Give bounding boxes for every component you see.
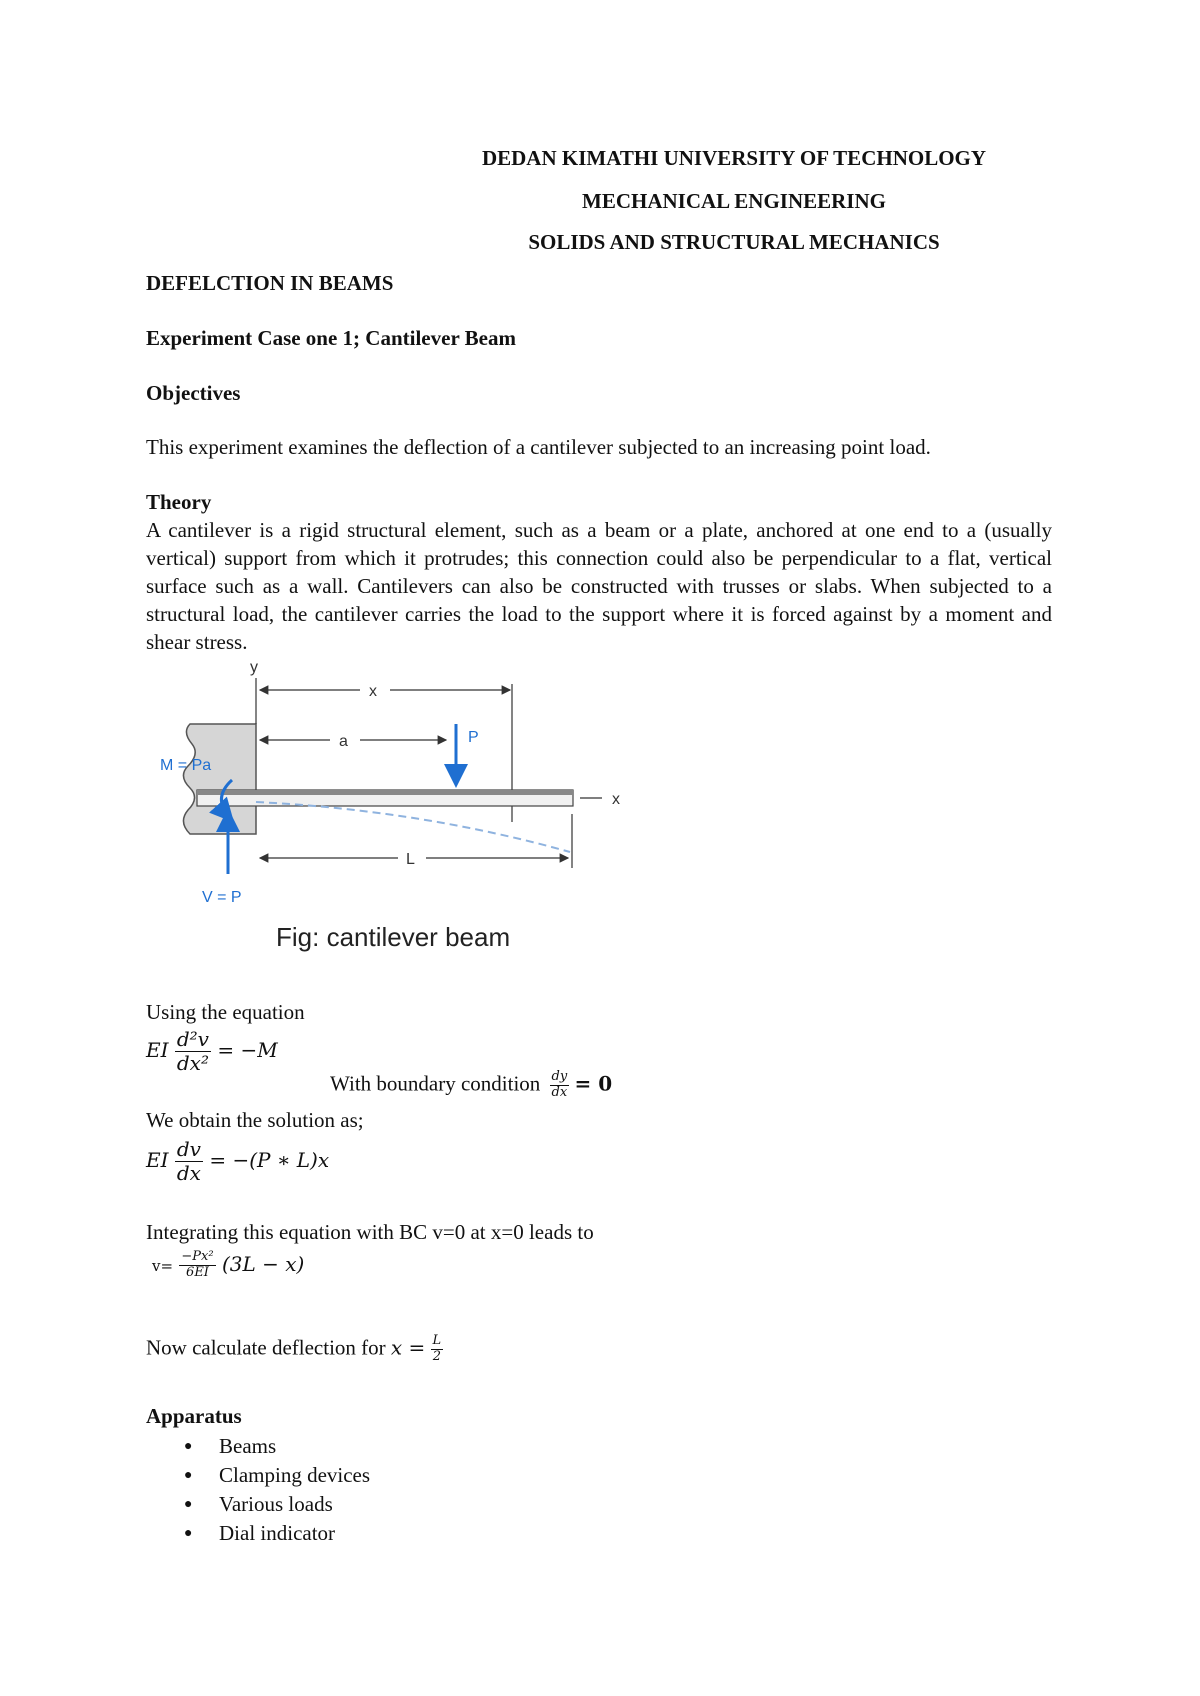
- apparatus-item: ● Dial indicator: [146, 1519, 370, 1548]
- length-label: L: [406, 851, 415, 868]
- integration-text: Integrating this equation with BC v=0 at x=0 leads to: [146, 1220, 594, 1244]
- moment-label: M = Pa: [160, 757, 212, 774]
- eq1-rhs: = −M: [217, 1038, 278, 1062]
- eq3-denominator: 6EI: [186, 1264, 209, 1280]
- a-dimension-label: a: [339, 733, 348, 750]
- figure-caption: Fig: cantilever beam: [276, 922, 511, 952]
- cantilever-beam-figure: [160, 662, 660, 912]
- apparatus-item: ● Various loads: [146, 1490, 370, 1519]
- theory-heading: Theory: [146, 490, 212, 514]
- bc-denominator: dx: [551, 1084, 568, 1100]
- course-name: SOLIDS AND STRUCTURAL MECHANICS: [528, 230, 940, 254]
- eq1-denominator: dx²: [176, 1051, 209, 1075]
- solution-intro: We obtain the solution as;: [146, 1108, 364, 1132]
- x-dimension-label: x: [369, 683, 377, 700]
- equation-3: [152, 1250, 304, 1281]
- calc-text: Now calculate deflection for: [146, 1335, 386, 1360]
- theory-text: A cantilever is a rigid structural element, such as a beam or a plate, anchored at one end to a (usually vertical) support from which it protrudes; this connection could also be perpendicular to a flat, vertical surface such as a wall. Cantilevers can also be constructed with trusses or slabs. When subjected to a structural load, the cantilever carries the load to the support where it is forced against by a moment and shear stress.: [146, 518, 1052, 654]
- load-label: P: [468, 729, 479, 746]
- apparatus-heading: Apparatus: [146, 1404, 242, 1428]
- boundary-condition: [330, 1070, 612, 1101]
- y-axis-label: y: [250, 662, 258, 676]
- bc-rhs: = 0: [574, 1071, 613, 1096]
- equation-2: [146, 1138, 329, 1185]
- eq3-lhs: v=: [152, 1256, 174, 1275]
- shear-label: V = P: [202, 889, 242, 906]
- objectives-text: This experiment examines the deflection of a cantilever subjected to an increasing point load.: [146, 435, 931, 459]
- equation-1: [146, 1028, 278, 1075]
- wall-support: [183, 724, 256, 834]
- calc-lhs: x =: [390, 1335, 426, 1360]
- eq1-prefix: EI: [146, 1038, 169, 1062]
- x-axis-label: x: [612, 791, 620, 808]
- deflection-curve: [256, 802, 570, 852]
- calc-denominator: 2: [432, 1348, 441, 1364]
- eq1-numerator: d²v: [176, 1027, 209, 1051]
- experiment-title: Experiment Case one 1; Cantilever Beam: [146, 326, 516, 350]
- section-title: DEFELCTION IN BEAMS: [146, 271, 394, 295]
- eq2-denominator: dx: [176, 1161, 201, 1185]
- objectives-heading: Objectives: [146, 381, 241, 405]
- apparatus-item: ● Clamping devices: [146, 1461, 370, 1490]
- eq2-numerator: dv: [176, 1137, 201, 1161]
- eq3-rhs: (3L − x): [221, 1251, 305, 1276]
- bc-text: With boundary condition: [330, 1071, 541, 1096]
- deflection-calc: [146, 1334, 443, 1365]
- equation-intro: Using the equation: [146, 1000, 305, 1024]
- apparatus-item: ● Beams: [146, 1432, 370, 1461]
- department-name: MECHANICAL ENGINEERING: [582, 189, 886, 213]
- bc-numerator: dy: [551, 1069, 568, 1084]
- apparatus-list: [146, 1432, 370, 1548]
- eq2-prefix: EI: [146, 1148, 169, 1172]
- university-name: DEDAN KIMATHI UNIVERSITY OF TECHNOLOGY: [481, 146, 987, 170]
- calc-numerator: L: [432, 1333, 442, 1348]
- eq2-rhs: = −(P ∗ L)x: [209, 1148, 330, 1172]
- eq3-numerator: −Px²: [181, 1249, 214, 1264]
